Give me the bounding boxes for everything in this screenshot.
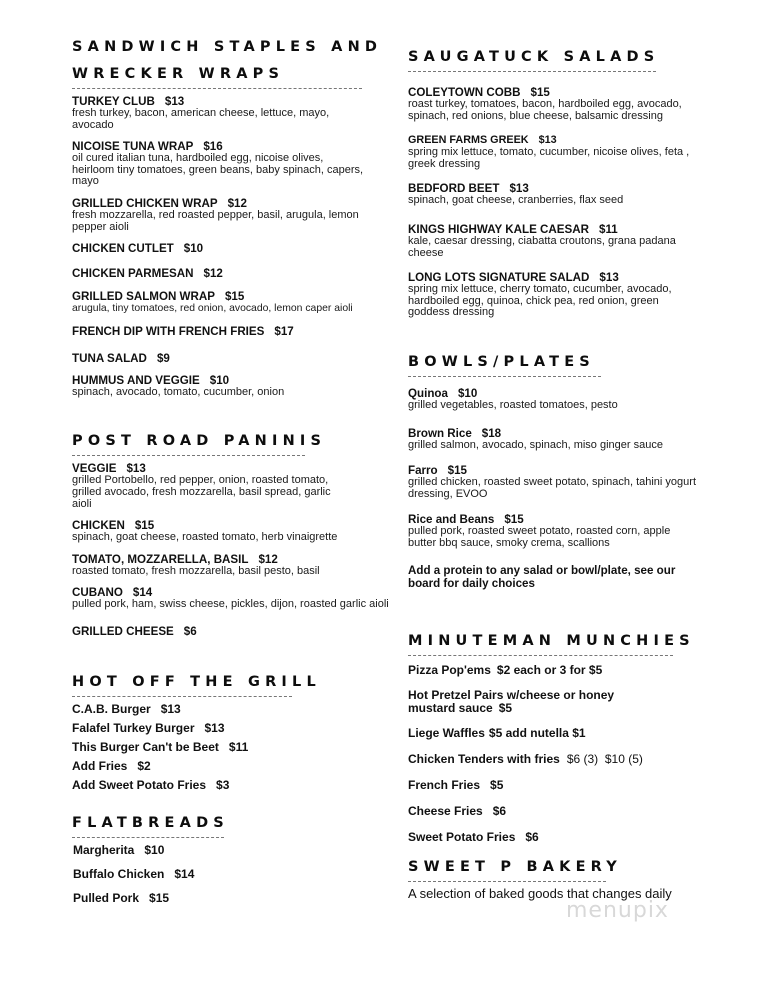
section-paninis: [72, 428, 397, 638]
menu-item: [72, 95, 397, 131]
item-description: pulled pork, roasted sweet potato, roasted corn, apple butter bbq sauce, smoky crema, scallions: [408, 525, 671, 549]
section-title: MINUTEMAN MUNCHIES: [408, 632, 695, 649]
item-price: $6: [183, 624, 197, 638]
section-salads: [408, 44, 728, 319]
item-name: GRILLED SALMON WRAP: [72, 290, 215, 304]
item-name: Rice and Beans: [408, 513, 495, 527]
item-name: This Burger Can't be Beet: [72, 739, 219, 754]
menu-item: [72, 197, 397, 233]
item-price: $18: [481, 426, 502, 440]
item-name: Liege Waffles: [408, 725, 485, 740]
item-name: CHICKEN PARMESAN: [72, 267, 194, 281]
item-price: $12: [258, 552, 278, 566]
menu-item: [408, 664, 728, 677]
item-price: $17: [274, 324, 294, 338]
item-price: $14: [174, 866, 195, 881]
menu-item: [72, 140, 397, 188]
item-name: FRENCH DIP WITH FRENCH FRIES: [72, 324, 265, 338]
item-name: VEGGIE: [72, 462, 117, 476]
item-price: $14: [132, 586, 153, 600]
item-name: TURKEY CLUB: [72, 95, 155, 108]
section-title: HOT OFF THE GRILL: [72, 673, 321, 690]
item-description: spring mix lettuce, tomato, cucumber, nicoise olives, feta , greek dressing: [408, 146, 690, 170]
menu-item: [72, 553, 397, 578]
item-name: Pulled Pork: [73, 890, 140, 905]
menu-item: [72, 242, 397, 255]
item-name: Farro: [408, 464, 438, 478]
menu-item: [72, 325, 397, 338]
item-name: C.A.B. Burger: [72, 701, 151, 716]
menu-item: [408, 182, 728, 207]
item-name: GRILLED CHICKEN WRAP: [72, 196, 218, 210]
item-name: Brown Rice: [408, 426, 472, 440]
item-name: LONG LOTS SIGNATURE SALAD: [408, 271, 590, 285]
item-price: $10: [183, 242, 204, 256]
menu-item: [72, 290, 397, 315]
menu-item: [72, 586, 397, 611]
item-price: $5: [490, 777, 504, 792]
menu-item: [72, 760, 397, 773]
item-description: spinach, goat cheese, cranberries, flax seed: [408, 194, 624, 207]
section-title-line2: WRECKER WRAPS: [72, 66, 285, 82]
item-price: $10: [209, 373, 230, 387]
item-price: $13: [160, 701, 181, 716]
item-description: kale, caesar dressing, ciabatta croutons, grana padana cheese: [408, 234, 676, 259]
menu-item: [72, 779, 397, 792]
item-name: BEDFORD BEET: [408, 182, 500, 196]
item-price: $13: [509, 182, 529, 196]
item-name: Add Sweet Potato Fries: [72, 777, 207, 792]
section-title: POST ROAD PANINIS: [72, 433, 327, 450]
item-price: $15: [530, 86, 550, 99]
menu-item: [408, 753, 728, 766]
menu-item: [72, 844, 397, 857]
menu-item: [72, 462, 397, 510]
menu-item: [72, 625, 397, 638]
menu-item: [408, 779, 728, 792]
item-description: roasted tomato, fresh mozzarella, basil pesto, basil: [72, 564, 320, 577]
item-price: $12: [227, 196, 247, 210]
menu-item: [408, 689, 638, 715]
item-description: spinach, goat cheese, roasted tomato, herb vinaigrette: [72, 531, 338, 544]
item-price: $5: [498, 700, 513, 715]
section-divider: [72, 837, 224, 838]
section-divider: [408, 376, 601, 377]
item-description: spinach, avocado, tomato, cucumber, onion: [72, 385, 285, 398]
item-description: spring mix lettuce, cherry tomato, cucumber, avocado, hardboiled egg, quinoa, chick pea, red onion, green goddess dressing: [408, 283, 672, 319]
item-name: GREEN FARMS GREEK: [408, 134, 529, 147]
menu-item: [408, 271, 728, 319]
item-name: Hot Pretzel Pairs w/cheese or honey mustard sauce: [408, 687, 615, 715]
item-price: $5 add nutella $1: [488, 725, 586, 740]
menu-item: [408, 387, 728, 412]
item-price: $2 each or 3 for $5: [496, 662, 603, 677]
item-name: Chicken Tenders with fries: [408, 751, 560, 766]
bakery-description: A selection of baked goods that changes daily: [408, 885, 672, 901]
menu-item: [72, 519, 397, 544]
section-divider: [72, 696, 292, 697]
section-grill: [72, 669, 397, 792]
section-bowls: [408, 349, 728, 590]
right-column: [408, 44, 728, 901]
section-divider: [408, 881, 606, 882]
item-price: $12: [203, 267, 223, 281]
menu-item: [72, 868, 397, 881]
section-title: FLATBREADS: [72, 814, 229, 831]
section-title: BOWLS/PLATES: [408, 353, 595, 370]
menu-item: [72, 352, 397, 365]
item-name: COLEYTOWN COBB: [408, 86, 521, 99]
protein-note: Add a protein to any salad or bowl/plate, see our board for daily choices: [408, 563, 676, 590]
menu-item: [72, 267, 397, 280]
item-price: $10: [457, 386, 478, 400]
item-price: $15: [447, 464, 467, 478]
section-title: SWEET P BAKERY: [408, 858, 622, 875]
item-price: $13: [538, 134, 557, 147]
item-name: TUNA SALAD: [72, 351, 147, 365]
menu-item: [408, 134, 728, 170]
left-column: [72, 34, 397, 914]
item-price: $6: [525, 829, 539, 844]
menu-item: [72, 892, 397, 905]
section-sandwiches: [72, 34, 397, 398]
item-name: Sweet Potato Fries: [408, 829, 516, 844]
item-price: $2: [137, 758, 151, 773]
item-price: $6: [492, 803, 507, 818]
item-price: $13: [204, 720, 225, 735]
item-description: grilled Portobello, red pepper, onion, roasted tomato, grilled avocado, fresh mozzarella, basil spread, garlic aioli: [72, 474, 331, 510]
menu-item: [72, 703, 397, 716]
item-price: $13: [126, 462, 146, 476]
item-price: $6 (3) $10 (5): [566, 751, 643, 766]
item-price: $15: [149, 890, 170, 905]
item-description: roast turkey, tomatoes, bacon, hardboiled egg, avocado, spinach, red onions, blue cheese, balsamic dressing: [408, 98, 682, 122]
item-name: French Fries: [408, 777, 481, 792]
section-title: SAUGATUCK SALADS: [408, 49, 660, 65]
item-name: CUBANO: [72, 586, 123, 600]
watermark: menupix: [566, 898, 669, 923]
item-name: Pizza Pop'ems: [408, 662, 491, 677]
item-price: $9: [156, 351, 170, 365]
item-name: Add Fries: [72, 758, 128, 773]
item-name: CHICKEN CUTLET: [72, 242, 174, 256]
menu-item: [72, 741, 397, 754]
section-bakery: [408, 854, 728, 901]
section-title-line1: SANDWICH STAPLES AND: [72, 39, 383, 55]
item-price: $16: [203, 140, 223, 154]
menu-item: [408, 427, 728, 452]
section-munchies: [408, 628, 728, 844]
menu-item: [408, 805, 728, 818]
item-name: HUMMUS AND VEGGIE: [72, 373, 200, 387]
item-price: $10: [144, 842, 165, 857]
item-description: pulled pork, ham, swiss cheese, pickles, dijon, roasted garlic aioli: [72, 598, 389, 611]
menu-item: [408, 223, 728, 259]
menu-item: [408, 727, 728, 740]
menu-item: [408, 831, 728, 844]
item-price: $11: [599, 222, 618, 236]
item-name: Buffalo Chicken: [73, 866, 165, 881]
item-name: KINGS HIGHWAY KALE CAESAR: [408, 222, 590, 236]
item-description: fresh turkey, bacon, american cheese, lettuce, mayo, avocado: [72, 107, 330, 131]
item-name: GRILLED CHEESE: [72, 624, 174, 638]
item-description: grilled vegetables, roasted tomatoes, pesto: [408, 398, 618, 411]
menu-item: [408, 86, 728, 122]
item-name: Falafel Turkey Burger: [72, 720, 195, 735]
item-price: $11: [228, 739, 249, 754]
item-description: fresh mozzarella, red roasted pepper, basil, arugula, lemon pepper aioli: [72, 208, 359, 233]
section-divider: [408, 71, 656, 72]
menu-item: [72, 374, 397, 399]
section-flatbreads: [72, 810, 397, 905]
item-name: NICOISE TUNA WRAP: [72, 140, 194, 154]
item-name: TOMATO, MOZZARELLA, BASIL: [72, 552, 249, 566]
item-price: $15: [224, 290, 245, 304]
item-price: $3: [216, 777, 230, 792]
item-description: grilled salmon, avocado, spinach, miso ginger sauce: [408, 438, 663, 451]
item-description: grilled chicken, roasted sweet potato, spinach, tahini yogurt dressing, EVOO: [408, 476, 696, 500]
item-name: Margherita: [73, 842, 135, 857]
item-price: $15: [504, 513, 524, 527]
section-divider: [72, 455, 305, 456]
menu-item: [72, 722, 397, 735]
item-name: Quinoa: [408, 386, 448, 400]
menu-item: [408, 464, 728, 500]
item-description: oil cured italian tuna, hardboiled egg, nicoise olives, heirloom tiny tomatoes, green beans, baby spinach, capers, mayo: [72, 152, 364, 188]
section-divider: [72, 88, 362, 89]
item-name: Cheese Fries: [408, 803, 483, 818]
section-divider: [408, 655, 673, 656]
item-description: arugula, tiny tomatoes, red onion, avocado, lemon caper aioli: [72, 303, 353, 315]
item-price: $13: [599, 271, 619, 285]
menu-item: [408, 513, 728, 549]
item-name: CHICKEN: [72, 519, 125, 533]
item-price: $13: [164, 95, 185, 108]
item-price: $15: [134, 519, 155, 533]
